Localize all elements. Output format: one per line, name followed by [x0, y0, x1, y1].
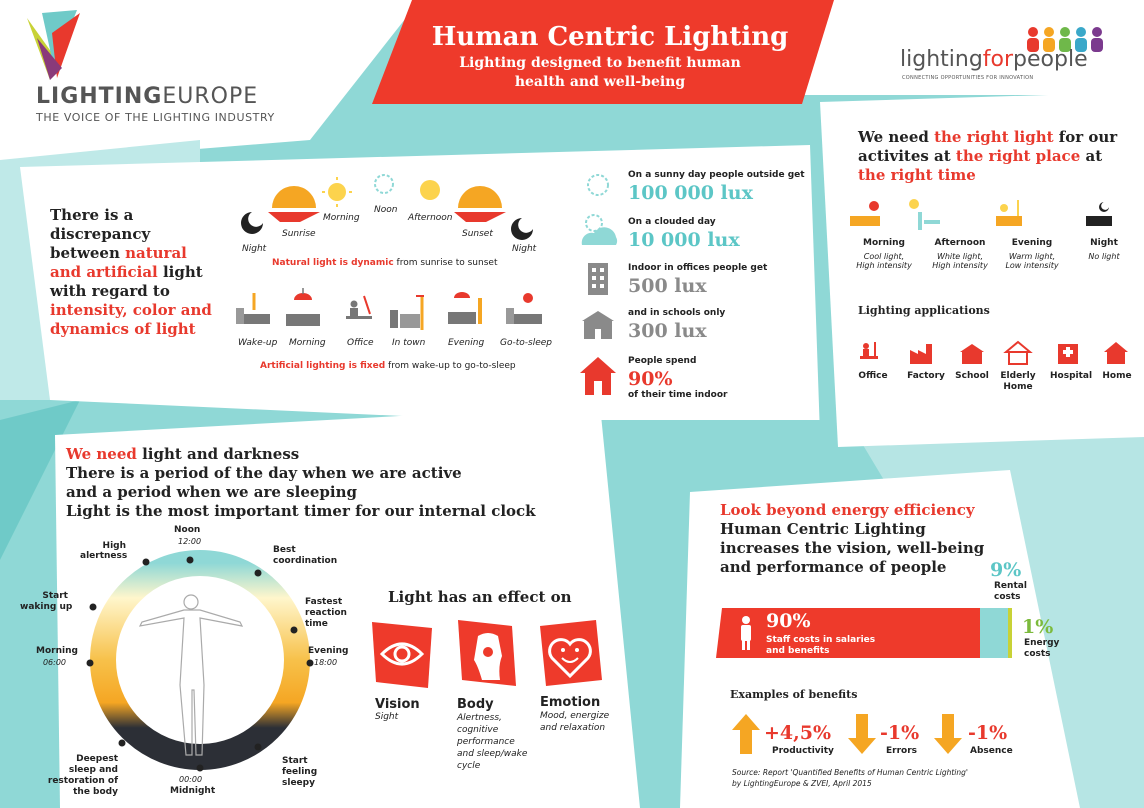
clock-ring [80, 540, 320, 780]
lux-sunny-value: 100 000 lux [628, 182, 753, 204]
lux-sunny-label: On a sunny day people outside get [628, 170, 805, 180]
school-icon [582, 311, 614, 339]
source-line-2: by LightingEurope & ZVEI, April 2015 [732, 779, 872, 788]
clock-coordination: coordination [273, 556, 338, 566]
label-afternoon: Afternoon [408, 213, 453, 223]
clock-deepest-1: Deepest [76, 754, 118, 764]
clock-midnight-time: 00:00 [179, 775, 203, 784]
label-night-2: Night [512, 244, 537, 254]
start-waking-dot [90, 604, 97, 611]
app-school: School [955, 371, 989, 381]
energy-label-2: costs [1024, 649, 1051, 659]
rental-label-1: Rental [994, 581, 1027, 591]
clock-morning: Morning [36, 646, 78, 656]
app-elderly-home: Home [1003, 382, 1033, 392]
productivity-value: +4,5% [764, 722, 832, 744]
effect-emotion-desc: Mood, energize and relaxation [540, 711, 610, 733]
app-office: Office [858, 371, 888, 381]
label-evening: Evening [448, 338, 485, 348]
clock-deepest-4: the body [73, 787, 118, 797]
morning-dot [87, 660, 94, 667]
factory-app-icon [910, 344, 932, 364]
school-app-icon [960, 344, 984, 364]
down-arrow-icon [848, 714, 876, 754]
lightingeurope-tagline: THE VOICE OF THE LIGHTING INDUSTRY [36, 111, 275, 124]
clock-high: High [102, 541, 126, 551]
application-icons [852, 338, 1132, 368]
best-coordination-dot [255, 570, 262, 577]
effect-vision: Vision [375, 697, 420, 712]
label-sunrise: Sunrise [282, 229, 316, 239]
label-sunset: Sunset [462, 229, 493, 239]
evening-room-icon [996, 200, 1022, 226]
fastest-reaction-dot [291, 627, 298, 634]
clock-noon: Noon [174, 525, 201, 535]
lux-indoor-label: People spend [628, 356, 697, 366]
discrepancy-statement: There is a discrepancy between natural and artificial light with regard to intensity, color and dynamics of light [50, 206, 212, 338]
productivity-label: Productivity [772, 746, 834, 756]
midnight-dot [197, 765, 204, 772]
cloud-icon [582, 215, 617, 245]
sunset-icon [454, 186, 506, 222]
rental-pct: 9% [990, 559, 1022, 581]
clock-fastest-3: time [305, 619, 328, 629]
lux-cloud-label: On a clouded day [628, 217, 716, 227]
clock-evening-time: 18:00 [314, 658, 338, 667]
sofa-icon [448, 292, 482, 324]
clock-alertness: alertness [80, 551, 128, 561]
office-app-icon [860, 342, 878, 359]
staff-label-2: and benefits [766, 646, 830, 656]
natural-caption: Natural light is dynamic from sunrise to sunset [272, 258, 498, 268]
lux-office-value: 500 lux [628, 275, 707, 297]
energy-cost-segment [1008, 608, 1012, 658]
lux-cloud-value: 10 000 lux [628, 229, 740, 251]
label-morning: Morning [323, 213, 360, 223]
hospital-app-icon [1058, 344, 1078, 364]
label-art-morning: Morning [289, 338, 326, 348]
effect-body-desc: Alertness, cognitive performance and sleep/wake cycle [457, 713, 528, 771]
night-room-icon [1086, 202, 1112, 226]
errors-label: Errors [886, 746, 918, 756]
lightingforpeople-name: lightingforpeople [900, 47, 1088, 72]
energy-pct: 1% [1022, 616, 1054, 638]
label-noon: Noon [374, 205, 398, 215]
app-factory: Factory [907, 371, 945, 381]
beyond-heading: Look beyond energy efficiency Human Centric Lighting increases the vision, well-being and performance of people [720, 501, 985, 576]
lux-school-label: and in schools only [628, 308, 726, 318]
errors-value: -1% [880, 722, 920, 744]
label-night-1: Night [242, 244, 267, 254]
in-town-icon [390, 296, 424, 330]
sun-outline-icon [588, 175, 608, 195]
label-go-to-sleep: Go-to-sleep [500, 338, 552, 348]
absence-label: Absence [970, 746, 1013, 756]
right-light-heading: We need the right light for our activites at the right place at the right time [858, 128, 1118, 184]
clock-best: Best [273, 545, 296, 555]
time-night: Night No light [1088, 238, 1120, 261]
morning-sun-icon [322, 177, 352, 207]
house-icon [580, 357, 616, 395]
energy-label-1: Energy [1024, 638, 1060, 648]
clock-morning-time: 06:00 [42, 658, 66, 667]
clock-midnight: Midnight [170, 786, 216, 796]
lux-school-value: 300 lux [628, 320, 707, 342]
rental-label-2: costs [994, 592, 1021, 602]
examples-title: Examples of benefits [730, 688, 858, 701]
lux-office-label: Indoor in offices people get [628, 263, 768, 273]
sunrise-icon [268, 186, 320, 222]
clock-fastest-2: reaction [305, 608, 347, 618]
office-desk-icon [346, 296, 372, 319]
time-morning: Morning Cool light, High intensity [856, 238, 912, 270]
body-icon [458, 620, 516, 686]
page-title: Human Centric Lighting [431, 22, 789, 52]
clock-start-waking-2: waking up [20, 602, 73, 612]
afternoon-sun-icon [420, 180, 440, 200]
deepest-sleep-dot [119, 740, 126, 747]
lightingeurope-logo-icon [22, 8, 82, 83]
moon-icon-2 [511, 218, 533, 240]
effect-vision-desc: Sight [375, 712, 399, 722]
clock-deepest-2: sleep and [68, 765, 118, 775]
clock-start-waking-1: Start [42, 591, 68, 601]
afternoon-room-icon [909, 199, 940, 230]
app-hospital: Hospital [1050, 371, 1093, 381]
staff-cost-segment [716, 608, 980, 658]
effect-title: Light has an effect on [388, 588, 572, 606]
human-figure-icon [140, 595, 242, 755]
label-office: Office [347, 338, 374, 348]
heart-emotion-icon [540, 620, 602, 686]
time-evening: Evening Warm light, Low intensity [1005, 238, 1059, 270]
morning-room-icon [850, 201, 880, 226]
effect-body: Body [457, 697, 494, 712]
office-building-icon [588, 263, 608, 295]
rental-cost-segment [980, 608, 1008, 658]
page-subtitle-2: health and well-being [514, 74, 686, 90]
lux-icons [578, 165, 622, 405]
noon-dot [187, 557, 194, 564]
applications-title: Lighting applications [858, 304, 990, 317]
down-arrow-icon-2 [934, 714, 962, 754]
absence-value: -1% [968, 722, 1008, 744]
label-wake-up: Wake-up [238, 338, 278, 348]
clock-noon-time: 12:00 [178, 537, 202, 546]
go-to-sleep-bed-icon [506, 293, 542, 324]
high-alertness-dot [143, 559, 150, 566]
clock-feeling-3: sleepy [282, 778, 315, 788]
page-subtitle-1: Lighting designed to benefit human [459, 55, 741, 71]
artificial-cycle-icons [230, 288, 550, 336]
up-arrow-icon [732, 714, 760, 754]
staff-pct: 90% [766, 610, 811, 632]
home-app-icon [1104, 342, 1128, 364]
evening-dot [307, 660, 314, 667]
app-elderly: Elderly [1000, 371, 1036, 381]
kitchen-icon [286, 288, 320, 326]
bed-icon [236, 293, 270, 324]
time-afternoon: Afternoon White light, High intensity [932, 238, 988, 270]
cost-bar [716, 606, 1016, 660]
label-in-town: In town [392, 338, 426, 348]
moon-icon [241, 212, 263, 234]
source-line-1: Source: Report 'Quantified Benefits of Human Centric Lighting' [732, 768, 968, 777]
feeling-sleepy-dot [255, 744, 262, 751]
noon-sun-icon [375, 175, 393, 193]
eye-icon [372, 622, 432, 688]
darkness-heading: We need light and darkness There is a period of the day when we are active and a period when we are sleeping Light is the most important timer for our internal clock [66, 445, 536, 520]
clock-feeling-1: Start [282, 756, 308, 766]
elderly-home-app-icon [1006, 342, 1030, 364]
app-home: Home [1102, 371, 1132, 381]
effect-icons [370, 618, 610, 690]
artificial-caption: Artificial lighting is fixed from wake-up to go-to-sleep [260, 361, 516, 371]
clock-evening: Evening [308, 646, 349, 656]
time-of-day-icons [846, 196, 1126, 236]
clock-fastest-1: Fastest [305, 597, 343, 607]
clock-feeling-2: feeling [282, 767, 318, 777]
clock-deepest-3: restoration of [47, 776, 118, 786]
lux-indoor-rest: of their time indoor [628, 390, 728, 400]
lightingeurope-name: LIGHTINGEUROPE [36, 84, 259, 109]
lux-indoor-value: 90% [628, 368, 673, 390]
staff-label-1: Staff costs in salaries [766, 635, 876, 645]
lightingforpeople-tagline: CONNECTING OPPORTUNITIES FOR INNOVATION [902, 75, 1034, 81]
effect-emotion: Emotion [540, 695, 601, 710]
